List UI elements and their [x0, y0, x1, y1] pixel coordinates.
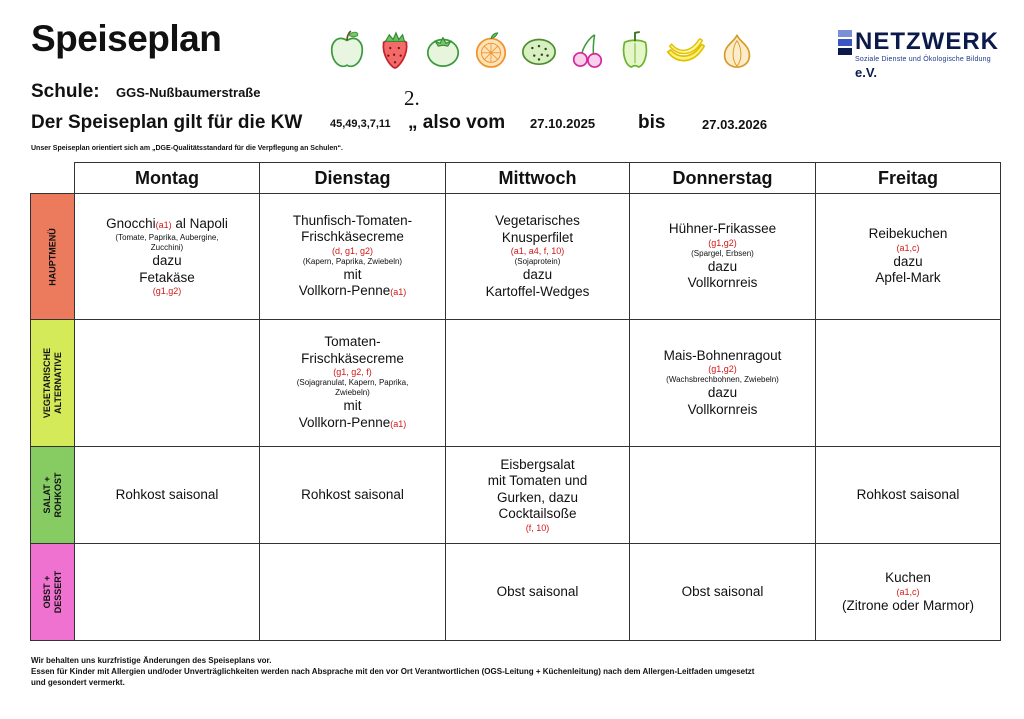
row-dessert: [31, 544, 1001, 641]
day-header-row: [31, 163, 1001, 194]
dish-text: Vollkorn-Penne: [298, 283, 391, 298]
kiwi-icon: [520, 26, 558, 72]
dish-line: [634, 259, 811, 276]
week-number: 2.: [404, 86, 420, 110]
dish-text: Vegetarisches: [495, 213, 580, 228]
dish-text: Vollkornreis: [687, 275, 758, 291]
dish-line: [79, 216, 255, 234]
dish-text: Gurken, dazu: [496, 489, 579, 505]
dish-line: [820, 270, 996, 287]
allergen-code: (g1,g2): [708, 364, 737, 375]
allergen-code: (g1,g2): [152, 286, 182, 297]
category-dessert: [31, 544, 75, 641]
dish-text: Reibekuchen: [868, 226, 948, 242]
logo-mark: [838, 30, 852, 56]
dish-line: [79, 270, 255, 287]
menu-cell: [446, 447, 630, 544]
dish-text: dazu: [152, 253, 182, 269]
allergen-code: (g1, g2, f): [333, 367, 372, 377]
apple-icon: [328, 26, 366, 72]
dish-line: [450, 506, 625, 523]
dish-line: [264, 229, 441, 246]
allergen-code: (a1): [390, 418, 407, 429]
menu-cell: [816, 447, 1001, 544]
cherry-icon: [568, 26, 606, 72]
dish-text: Frischkäsecreme: [301, 350, 404, 366]
dish-text: Obst saisonal: [496, 583, 579, 599]
orange-icon: [472, 26, 510, 72]
dish-text: mit: [343, 398, 362, 413]
allergen-code: (a1, a4, f, 10): [510, 246, 565, 256]
dish-line: [450, 473, 625, 490]
menu-cell: [260, 447, 446, 544]
dish-text: Apfel-Mark: [875, 270, 941, 286]
menu-table: [30, 162, 1001, 641]
category-vegetarisch: [31, 320, 75, 447]
dish-line: [820, 487, 996, 504]
allergen-code: (a1): [390, 287, 407, 297]
dish-text: dazu: [707, 258, 738, 274]
bis-label: bis: [638, 112, 666, 133]
allergen-code: (a1,c): [896, 586, 920, 597]
ingredient-note: (Sojagranulat, Kapern, Paprika,: [296, 378, 409, 387]
also-label: „ also vom: [408, 112, 506, 133]
menu-cell: [630, 544, 816, 641]
strawberry-icon: [376, 26, 414, 72]
menu-cell: [446, 544, 630, 641]
footer-line: und gesondert vermerkt.: [31, 678, 125, 687]
menu-cell: [446, 320, 630, 447]
dish-line: [264, 283, 441, 301]
category-hauptmenue: [31, 194, 75, 320]
dish-text: dazu: [522, 267, 553, 282]
day-header: Montag: [75, 163, 260, 194]
dish-line: [634, 275, 811, 292]
day-header: Freitag: [816, 163, 1001, 194]
dish-text: Mais-Bohnenragout: [663, 347, 782, 363]
date-to: 27.03.2026: [702, 117, 768, 132]
school-name: GGS-Nußbaumerstraße: [116, 85, 261, 100]
fruit-decoration-row: [328, 26, 756, 72]
dish-text: Hühner-Frikassee: [668, 221, 777, 237]
row-salat: [31, 447, 1001, 544]
validity-line: [31, 111, 791, 137]
dish-text: mit: [343, 266, 362, 282]
dish-text: Frischkäsecreme: [301, 229, 404, 244]
dish-text: Gnocchi: [106, 215, 156, 231]
kw-label: Der Speiseplan gilt für die KW: [31, 112, 303, 133]
row-vegetarisch: [31, 320, 1001, 447]
dish-text: Vollkorn-Penne: [298, 414, 391, 430]
dish-text: Tomaten-: [324, 334, 381, 349]
dish-text: Kuchen: [885, 570, 931, 585]
ingredient-note: (Kapern, Paprika, Zwiebeln): [302, 256, 403, 266]
menu-cell: [75, 194, 260, 320]
category-label: VEGETARISCHE ALTERNATIVE: [41, 347, 63, 419]
dish-line: [450, 267, 625, 284]
menu-cell: [260, 320, 446, 447]
category-label: SALAT + ROHKOST: [41, 472, 63, 518]
ingredient-note: (Sojaprotein): [514, 257, 561, 266]
menu-cell: [816, 544, 1001, 641]
dish-line: [450, 230, 625, 247]
menu-cell: [75, 544, 260, 641]
menu-cell: [816, 320, 1001, 447]
menu-cell: [446, 194, 630, 320]
dish-line: [79, 253, 255, 270]
dge-note: Unser Speiseplan orientiert sich am „DGE-Qualitätsstandard für die Verpflegung an Schulen“.: [31, 145, 343, 152]
menu-cell: [630, 447, 816, 544]
menu-cell: [630, 320, 816, 447]
dish-line: [820, 598, 996, 615]
ingredient-note: (Tomate, Paprika, Aubergine,: [115, 233, 219, 243]
ingredient-note: (Wachsbrechbohnen, Zwiebeln): [666, 375, 779, 385]
dish-line: [450, 457, 625, 474]
category-salat: [31, 447, 75, 544]
dish-line: [264, 415, 441, 433]
dish-line: [820, 226, 996, 243]
onion-icon: [718, 26, 756, 72]
allergen-code: (a1,c): [896, 242, 920, 253]
dish-text: al Napoli: [171, 215, 228, 231]
page-title: Speiseplan: [31, 18, 222, 59]
dish-text: mit Tomaten und: [487, 473, 588, 488]
dish-text: Rohkost saisonal: [115, 486, 219, 502]
ingredient-note: Zucchini): [150, 243, 184, 253]
footer-line: Wir behalten uns kurzfristige Änderungen des Speiseplans vor.: [31, 656, 272, 665]
menu-cell: [260, 544, 446, 641]
footer-note: [31, 655, 754, 688]
dish-line: [450, 584, 625, 601]
allergen-code: (a1): [155, 219, 172, 230]
dish-line: [634, 584, 811, 601]
pepper-icon: [616, 26, 654, 72]
dish-line: [634, 348, 811, 365]
logo-name: NETZWERK e.V.: [855, 28, 999, 80]
dish-text: dazu: [707, 385, 738, 401]
dish-line: [450, 213, 625, 230]
kw-weeks: 45,49,3,7,11: [330, 118, 391, 130]
school-label: Schule:: [31, 81, 100, 102]
row-hauptmenue: [31, 194, 1001, 320]
dish-line: [820, 254, 996, 271]
ingredient-note: Zwiebeln): [335, 388, 370, 397]
menu-cell: [816, 194, 1001, 320]
tomato-icon: [424, 26, 462, 72]
dish-line: [264, 398, 441, 415]
dish-text: Eisbergsalat: [500, 456, 575, 472]
dish-line: [820, 570, 996, 587]
menu-cell: [260, 194, 446, 320]
day-header: Dienstag: [260, 163, 446, 194]
allergen-code: (f, 10): [525, 522, 550, 533]
category-label: OBST + DESSERT: [41, 570, 63, 614]
day-header: Mittwoch: [446, 163, 630, 194]
ingredient-note: (Spargel, Erbsen): [691, 248, 754, 258]
dish-text: Obst saisonal: [681, 583, 764, 599]
corner-cell: [31, 163, 75, 194]
footer-line: Essen für Kinder mit Allergien und/oder Unverträglichkeiten werden nach Absprache mit den vor Ort Verantwortlichen (OGS-Leitung + Küchenleitung) nach dem Allergen-Leitfaden umgesetzt: [31, 667, 755, 676]
logo-subtitle: Soziale Dienste und Ökologische Bildung: [855, 56, 991, 63]
dish-text: Fetakäse: [139, 269, 195, 285]
dish-line: [450, 490, 625, 507]
dish-text: Vollkornreis: [687, 401, 758, 417]
dish-line: [264, 213, 441, 230]
netzwerk-logo: [838, 26, 1008, 80]
menu-cell: [75, 320, 260, 447]
dish-text: Knusperfilet: [501, 229, 574, 245]
menu-cell: [75, 447, 260, 544]
date-from: 27.10.2025: [530, 116, 596, 131]
dish-text: Thunfisch-Tomaten-: [292, 212, 413, 228]
dish-line: [634, 221, 811, 238]
dish-line: [264, 334, 441, 351]
dish-text: (Zitrone oder Marmor): [841, 597, 975, 613]
day-header: Donnerstag: [630, 163, 816, 194]
allergen-code: (d, g1, g2): [331, 245, 374, 256]
dish-line: [450, 284, 625, 301]
dish-text: dazu: [893, 253, 923, 269]
allergen-code: (g1,g2): [708, 237, 737, 248]
dish-line: [264, 267, 441, 284]
dish-text: Rohkost saisonal: [301, 486, 404, 502]
banana-icon: [664, 26, 708, 72]
dish-line: [264, 487, 441, 504]
dish-line: [264, 351, 441, 368]
menu-cell: [630, 194, 816, 320]
dish-text: Kartoffel-Wedges: [485, 283, 590, 299]
dish-line: [634, 385, 811, 402]
dish-line: [79, 487, 255, 504]
dish-text: Rohkost saisonal: [856, 486, 960, 502]
category-label: HAUPTMENÜ: [47, 227, 57, 286]
dish-line: [634, 402, 811, 419]
dish-text: Cocktailsoße: [498, 506, 577, 521]
